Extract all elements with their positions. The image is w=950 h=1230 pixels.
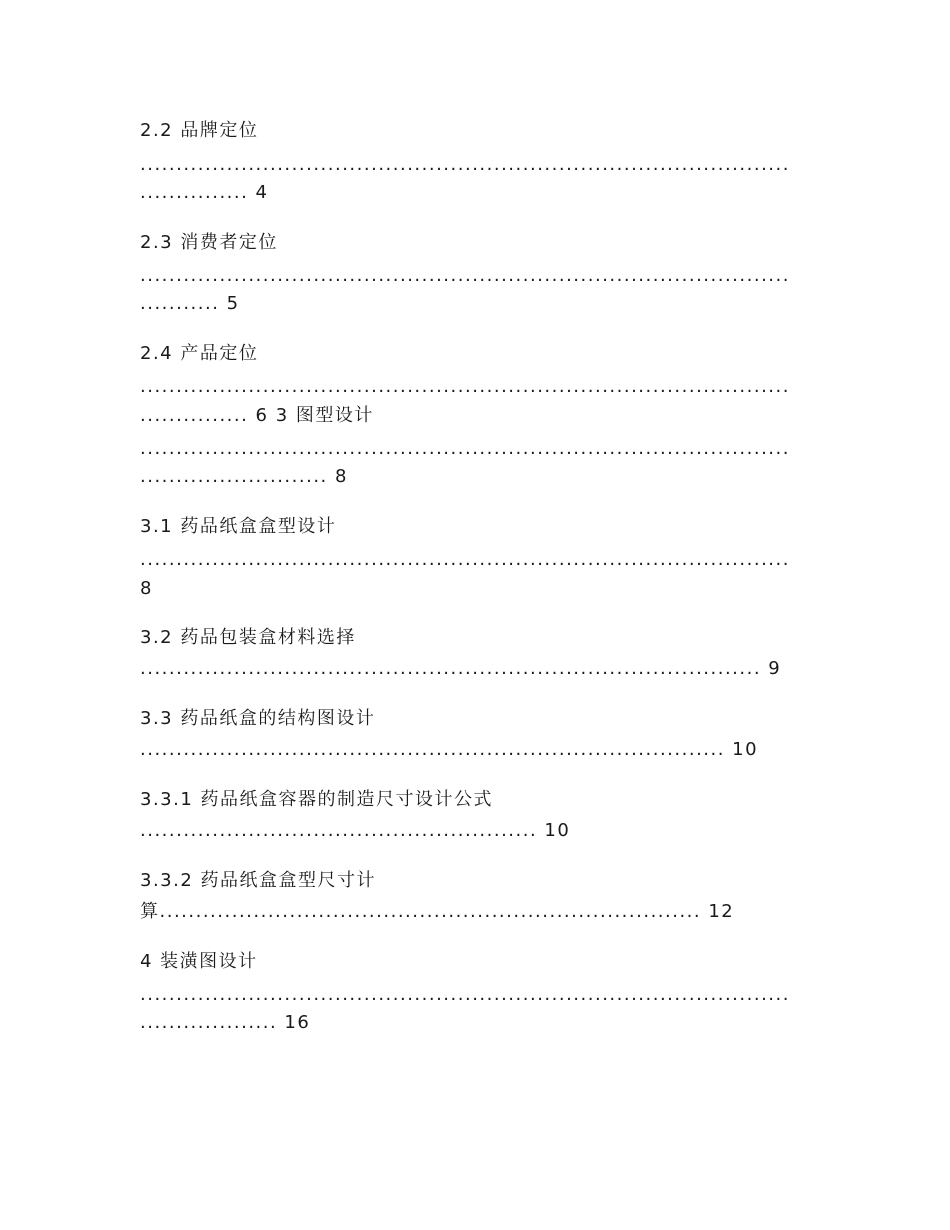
toc-heading-3-1: 3.1 药品纸盒盒型设计 — [140, 516, 337, 537]
toc-page-number-line: ................................................................................. 10 — [140, 739, 759, 760]
toc-leader-dots: .......................................................................................... — [140, 438, 790, 459]
toc-leader-dots: .......................................................................................... — [140, 376, 790, 397]
toc-page-number-line: ................... 16 — [140, 1012, 311, 1033]
toc-heading-2-2: 2.2 品牌定位 — [140, 120, 259, 141]
toc-heading-2-4: 2.4 产品定位 — [140, 343, 259, 364]
toc-page-number-line: ............... 6 3 图型设计 — [140, 405, 374, 426]
toc-page-number-line: ........... 5 — [140, 293, 240, 314]
toc-page-number-line: 算........................................................................... 12 — [140, 901, 735, 922]
toc-heading-2-3: 2.3 消费者定位 — [140, 232, 278, 253]
toc-heading-3-3-2: 3.3.2 药品纸盒盒型尺寸计 — [140, 870, 377, 891]
toc-leader-dots: .......................................................................................... — [140, 549, 790, 570]
toc-heading-3-3: 3.3 药品纸盒的结构图设计 — [140, 708, 376, 729]
toc-page-number-line: ............... 4 — [140, 182, 269, 203]
toc-page-number-line: 8 — [140, 578, 153, 599]
toc-page-number-line: ....................................................... 10 — [140, 820, 571, 841]
toc-page-number-line: ...................................................................................... 9 — [140, 658, 782, 679]
toc-page-number-line: .......................... 8 — [140, 466, 348, 487]
toc-heading-3-3-1: 3.3.1 药品纸盒容器的制造尺寸设计公式 — [140, 789, 494, 810]
toc-heading-3-2: 3.2 药品包装盒材料选择 — [140, 627, 356, 648]
toc-leader-dots: .......................................................................................... — [140, 154, 790, 175]
toc-heading-4: 4 装潢图设计 — [140, 951, 258, 972]
toc-leader-dots: .......................................................................................... — [140, 265, 790, 286]
toc-leader-dots: .......................................................................................... — [140, 984, 790, 1005]
